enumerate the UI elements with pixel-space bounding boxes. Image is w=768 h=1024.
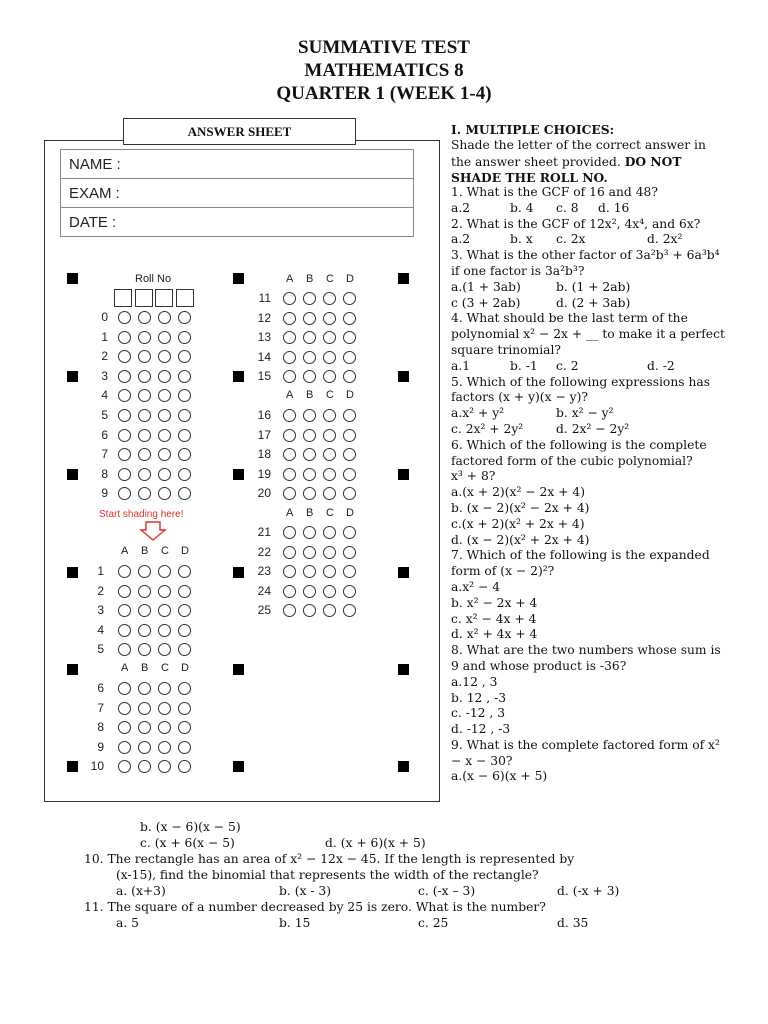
item-number: 21 [257, 525, 271, 539]
item-number: 8 [97, 720, 104, 735]
q6-choice-c: c.(x + 2)(x² + 2x + 4) [451, 516, 585, 531]
q9-text: 9. What is the complete factored form of x² − x − 30? [451, 737, 720, 768]
left-group-a-letter-c: C [161, 545, 169, 557]
q5-choices-ab [451, 406, 727, 422]
item-9-bubble-a[interactable] [118, 741, 131, 754]
item-6-bubble-c[interactable] [158, 682, 171, 695]
item-7-bubble-a[interactable] [118, 702, 131, 715]
item-4-bubble-b[interactable] [138, 624, 151, 637]
timing-mark [233, 567, 244, 578]
left-group-b-letter-b: B [141, 662, 149, 674]
instructions-emphasis: DO NOT SHADE THE ROLL NO. [451, 153, 682, 186]
item-24-bubble-c[interactable] [323, 585, 336, 598]
item-22-bubble-c[interactable] [323, 546, 336, 559]
q6-choice-b: b. (x − 2)(x² − 2x + 4) [451, 500, 590, 515]
q6-choice-d: d. (x − 2)(x² + 2x + 4) [451, 532, 590, 547]
item-number: 22 [257, 544, 271, 559]
q3-choice-d: d. (2 + 3ab) [556, 295, 631, 310]
item-number: 12 [257, 310, 271, 325]
item-14-bubble-a[interactable] [283, 351, 296, 364]
roll-digit-label: 7 [101, 447, 108, 462]
item-24-bubble-a[interactable] [283, 585, 296, 598]
item-2-bubble-d[interactable] [178, 585, 191, 598]
q7-choice-a: a.x² − 4 [451, 579, 501, 594]
item-17-bubble-d[interactable] [343, 429, 356, 442]
roll-no-box[interactable] [135, 289, 153, 307]
q3-choices-cd [451, 296, 727, 312]
item-1-bubble-b[interactable] [138, 565, 151, 578]
item-2-bubble-a[interactable] [118, 585, 131, 598]
timing-mark [233, 273, 244, 284]
roll-digit-label: 2 [101, 349, 108, 364]
q10-text-line1: 10. The rectangle has an area of x² − 12x − 45. If the length is represented by [84, 852, 575, 866]
item-number: 10 [90, 759, 104, 774]
q5-text: 5. Which of the following expressions has factors (x + y)(x − y)? [451, 374, 711, 405]
left-group-a-letter-b: B [141, 545, 149, 557]
item-17-bubble-b[interactable] [303, 429, 316, 442]
item-number: 13 [257, 330, 271, 345]
start-shading-note: Start shading here! [99, 509, 184, 520]
right-group-a-letter-b: B [306, 273, 314, 285]
roll-digit-label: 3 [101, 368, 108, 383]
item-12-bubble-c[interactable] [323, 312, 336, 325]
roll-digit-5-bubble-b[interactable] [138, 409, 151, 422]
q4-choice-b: b. -1 [510, 358, 538, 373]
item-22-bubble-b[interactable] [303, 546, 316, 559]
roll-digit-5-bubble-d[interactable] [178, 409, 191, 422]
right-group-c-letter-b: B [306, 507, 314, 519]
roll-digit-label: 0 [101, 310, 108, 324]
item-19-bubble-d[interactable] [343, 468, 356, 481]
q2-choices [451, 232, 727, 248]
timing-mark [233, 664, 244, 675]
timing-mark [67, 273, 78, 284]
q5-choices-cd [451, 422, 727, 438]
q8-text: 8. What are the two numbers whose sum is 9 and whose product is -36? [451, 643, 721, 673]
roll-digit-3-bubble-a[interactable] [118, 370, 131, 383]
roll-digit-label: 5 [101, 408, 108, 422]
item-11-bubble-c[interactable] [323, 292, 336, 305]
item-number: 20 [257, 486, 271, 501]
roll-digit-5-bubble-c[interactable] [158, 409, 171, 422]
roll-digit-6-bubble-c[interactable] [158, 429, 171, 442]
roll-digit-3-bubble-b[interactable] [138, 370, 151, 383]
item-number: 25 [257, 603, 271, 618]
q1-choice-d: d. 16 [598, 200, 630, 215]
item-7-bubble-c[interactable] [158, 702, 171, 715]
item-11-bubble-d[interactable] [343, 292, 356, 305]
item-22-bubble-d[interactable] [343, 546, 356, 559]
roll-digit-0-bubble-c[interactable] [158, 311, 171, 324]
q1 [451, 185, 727, 785]
item-24-bubble-d[interactable] [343, 585, 356, 598]
q9-choice-c: c. (x + 6(x − 5) [140, 836, 235, 850]
item-2-bubble-b[interactable] [138, 585, 151, 598]
item-6-bubble-a[interactable] [118, 682, 131, 695]
right-group-b-letter-d: D [346, 389, 354, 401]
timing-mark [67, 664, 78, 675]
item-6-bubble-b[interactable] [138, 682, 151, 695]
q11-choice-c: c. 25 [418, 916, 449, 930]
timing-mark [398, 664, 409, 675]
q2-choice-b: b. x [510, 232, 533, 247]
item-4-bubble-d[interactable] [178, 624, 191, 637]
roll-digit-label: 1 [101, 329, 108, 344]
item-21-bubble-d[interactable] [343, 526, 356, 539]
q9-choice-b: b. (x − 6)(x − 5) [140, 820, 241, 834]
q1-choice-c: c. 8 [556, 200, 579, 215]
right-group-a-letter-d: D [346, 273, 354, 285]
timing-mark [233, 469, 244, 480]
down-arrow-icon [139, 521, 167, 541]
q10-text-line2: (x-15), find the binomial that represents the width of the rectangle? [116, 868, 539, 882]
q11-text: 11. The square of a number decreased by 25 is zero. What is the number? [84, 900, 546, 914]
item-number: 17 [257, 427, 271, 442]
name-field[interactable]: NAME : [61, 150, 413, 179]
item-12-bubble-d[interactable] [343, 312, 356, 325]
instructions-heading: I. MULTIPLE CHOICES: [451, 122, 615, 137]
q10-choice-a: a. (x+3) [116, 884, 166, 898]
q9-choice-d: d. (x + 6)(x + 5) [325, 836, 426, 850]
roll-digit-label: 8 [101, 466, 108, 481]
q4-choice-a: a.1 [451, 358, 471, 373]
q5-choice-a: a.x² + y² [451, 406, 505, 421]
timing-mark [398, 371, 409, 382]
item-19-bubble-c[interactable] [323, 468, 336, 481]
item-1-bubble-d[interactable] [178, 565, 191, 578]
roll-digit-8-bubble-b[interactable] [138, 468, 151, 481]
item-7-bubble-b[interactable] [138, 702, 151, 715]
item-11-bubble-a[interactable] [283, 292, 296, 305]
roll-digit-5-bubble-a[interactable] [118, 409, 131, 422]
q3-choice-b: b. (1 + 2ab) [556, 279, 631, 294]
roll-digit-6-bubble-d[interactable] [178, 429, 191, 442]
roll-digit-0-bubble-b[interactable] [138, 311, 151, 324]
left-group-b-letter-a: A [121, 662, 129, 674]
right-group-b-letter-b: B [306, 389, 314, 401]
q3-choice-a: a.(1 + 3ab) [451, 279, 521, 294]
q1-choice-b: b. 4 [510, 200, 534, 215]
quarter-title: QUARTER 1 (WEEK 1-4) [276, 83, 492, 104]
item-number: 1 [97, 564, 104, 578]
item-number: 11 [258, 291, 271, 305]
roll-digit-0-bubble-a[interactable] [118, 311, 131, 324]
roll-digit-label: 6 [101, 427, 108, 442]
q10-choice-b: b. (x - 3) [279, 884, 332, 898]
roll-digit-1-bubble-c[interactable] [158, 331, 171, 344]
q11-choice-a: a. 5 [116, 916, 139, 930]
item-number: 7 [97, 700, 104, 715]
q10-choice-d: d. (-x + 3) [557, 884, 620, 898]
roll-digit-1-bubble-d[interactable] [178, 331, 191, 344]
item-12-bubble-a[interactable] [283, 312, 296, 325]
item-4-bubble-c[interactable] [158, 624, 171, 637]
q2-choice-d: d. 2x² [647, 232, 683, 247]
q8-choice-d: d. -12 , -3 [451, 722, 511, 737]
right-group-c-letter-d: D [346, 507, 354, 519]
item-22-bubble-a[interactable] [283, 546, 296, 559]
item-24-bubble-b[interactable] [303, 585, 316, 598]
timing-mark [67, 469, 78, 480]
q4-choices [451, 359, 727, 375]
test-title: SUMMATIVE TEST [298, 37, 470, 58]
roll-digit-1-bubble-b[interactable] [138, 331, 151, 344]
q4-choice-d: d. -2 [647, 358, 675, 373]
item-21-bubble-c[interactable] [323, 526, 336, 539]
item-17-bubble-a[interactable] [283, 429, 296, 442]
q7-text: 7. Which of the following is the expanded form of (x − 2)²? [451, 548, 710, 579]
right-group-a-letter-a: A [286, 273, 294, 285]
q6-text: 6. Which of the following is the complete factored form of the cubic polynomial? [451, 437, 707, 468]
q11-choice-d: d. 35 [557, 916, 589, 930]
instructions-body: Shade the letter of the correct answer in the answer sheet provided. [451, 137, 706, 169]
q5-choice-c: c. 2x² + 2y² [451, 421, 524, 436]
item-21-bubble-a[interactable] [283, 526, 296, 539]
roll-no-box[interactable] [176, 289, 194, 307]
item-9-bubble-c[interactable] [158, 741, 171, 754]
item-14-bubble-c[interactable] [323, 351, 336, 364]
q6-expression: x³ + 8? [451, 469, 496, 484]
timing-mark [233, 761, 244, 772]
q2-text: 2. What is the GCF of 12x², 4x⁴, and 6x? [451, 216, 701, 231]
timing-mark [398, 469, 409, 480]
instructions [451, 122, 727, 187]
item-number: 15 [257, 369, 271, 384]
roll-digit-0-bubble-d[interactable] [178, 311, 191, 324]
item-1-bubble-c[interactable] [158, 565, 171, 578]
q8-choice-a: a.12 , 3 [451, 674, 498, 689]
item-number: 14 [257, 349, 271, 364]
item-16-bubble-d[interactable] [343, 409, 356, 422]
q8-choice-b: b. 12 , -3 [451, 690, 507, 705]
roll-digit-3-bubble-c[interactable] [158, 370, 171, 383]
q6-choice-a: a.(x + 2)(x² − 2x + 4) [451, 485, 585, 500]
item-6-bubble-d[interactable] [178, 682, 191, 695]
item-7-bubble-d[interactable] [178, 702, 191, 715]
q8-choice-c: c. -12 , 3 [451, 706, 506, 721]
q2-choice-c: c. 2x [556, 232, 586, 247]
roll-digit-1-bubble-a[interactable] [118, 331, 131, 344]
timing-mark [398, 761, 409, 772]
q2-choice-a: a.2 [451, 232, 471, 247]
roll-no-label: Roll No [135, 273, 172, 285]
timing-mark [233, 371, 244, 382]
q3-choices-ab [451, 280, 727, 296]
q9-choice-a: a.(x − 6)(x + 5) [451, 769, 548, 784]
item-number: 23 [257, 564, 271, 579]
item-17-bubble-c[interactable] [323, 429, 336, 442]
left-group-a-letter-a: A [121, 545, 129, 557]
q5-choice-b: b. x² − y² [556, 406, 614, 421]
q7-choice-c: c. x² − 4x + 4 [451, 611, 537, 626]
item-9-bubble-d[interactable] [178, 741, 191, 754]
right-group-c-letter-c: C [326, 507, 334, 519]
roll-digit-8-bubble-d[interactable] [178, 468, 191, 481]
right-group-b-letter-a: A [286, 389, 294, 401]
item-number: 16 [257, 408, 271, 422]
q7-choice-b: b. x² − 2x + 4 [451, 595, 538, 610]
student-info-box [60, 149, 414, 237]
item-21-bubble-b[interactable] [303, 526, 316, 539]
item-16-bubble-a[interactable] [283, 409, 296, 422]
roll-no-box[interactable] [155, 289, 173, 307]
item-number: 5 [97, 642, 104, 657]
item-number: 24 [257, 583, 271, 598]
right-group-b-letter-c: C [326, 389, 334, 401]
item-11-bubble-b[interactable] [303, 292, 316, 305]
item-number: 6 [97, 681, 104, 695]
subject-title: MATHEMATICS 8 [304, 60, 464, 81]
q5-choice-d: d. 2x² − 2y² [556, 421, 630, 436]
answer-sheet-title: ANSWER SHEET [123, 118, 356, 145]
q11-choice-b: b. 15 [279, 916, 311, 930]
item-number: 4 [97, 622, 104, 637]
item-number: 9 [97, 739, 104, 754]
item-19-bubble-b[interactable] [303, 468, 316, 481]
roll-digit-8-bubble-c[interactable] [158, 468, 171, 481]
roll-digit-label: 9 [101, 486, 108, 501]
exam-field[interactable]: EXAM : [61, 179, 413, 208]
item-number: 3 [97, 603, 104, 618]
item-number: 2 [97, 583, 104, 598]
item-4-bubble-a[interactable] [118, 624, 131, 637]
item-16-bubble-b[interactable] [303, 409, 316, 422]
item-14-bubble-b[interactable] [303, 351, 316, 364]
timing-mark [398, 567, 409, 578]
q10-choice-c: c. (-x – 3) [418, 884, 476, 898]
left-group-a-letter-d: D [181, 545, 189, 557]
q3-choice-c: c (3 + 2ab) [451, 295, 521, 310]
roll-digit-label: 4 [101, 388, 108, 403]
timing-mark [67, 371, 78, 382]
item-number: 18 [257, 447, 271, 462]
q1-choices [451, 201, 727, 217]
left-group-b-letter-d: D [181, 662, 189, 674]
item-2-bubble-c[interactable] [158, 585, 171, 598]
item-12-bubble-b[interactable] [303, 312, 316, 325]
q4-choice-c: c. 2 [556, 358, 579, 373]
right-group-a-letter-c: C [326, 273, 334, 285]
q1-text: 1. What is the GCF of 16 and 48? [451, 185, 658, 199]
timing-mark [67, 567, 78, 578]
roll-digit-6-bubble-a[interactable] [118, 429, 131, 442]
roll-digit-3-bubble-d[interactable] [178, 370, 191, 383]
q4-text: 4. What should be the last term of the polynomial x² − 2x + __ to make it a perfect square trinomial? [451, 311, 725, 357]
timing-mark [398, 273, 409, 284]
q1-choice-a: a.2 [451, 200, 471, 215]
date-field[interactable]: DATE : [69, 214, 117, 231]
item-16-bubble-c[interactable] [323, 409, 336, 422]
timing-mark [67, 761, 78, 772]
left-group-b-letter-c: C [161, 662, 169, 674]
item-9-bubble-b[interactable] [138, 741, 151, 754]
right-group-c-letter-a: A [286, 507, 294, 519]
q3-text: 3. What is the other factor of 3a²b³ + 6a³b⁴ if one factor is 3a²b³? [451, 248, 720, 278]
item-19-bubble-a[interactable] [283, 468, 296, 481]
item-14-bubble-d[interactable] [343, 351, 356, 364]
roll-no-box[interactable] [114, 289, 132, 307]
item-1-bubble-a[interactable] [118, 565, 131, 578]
item-number: 19 [257, 466, 271, 481]
roll-digit-8-bubble-a[interactable] [118, 468, 131, 481]
q7-choice-d: d. x² + 4x + 4 [451, 627, 538, 642]
roll-digit-6-bubble-b[interactable] [138, 429, 151, 442]
